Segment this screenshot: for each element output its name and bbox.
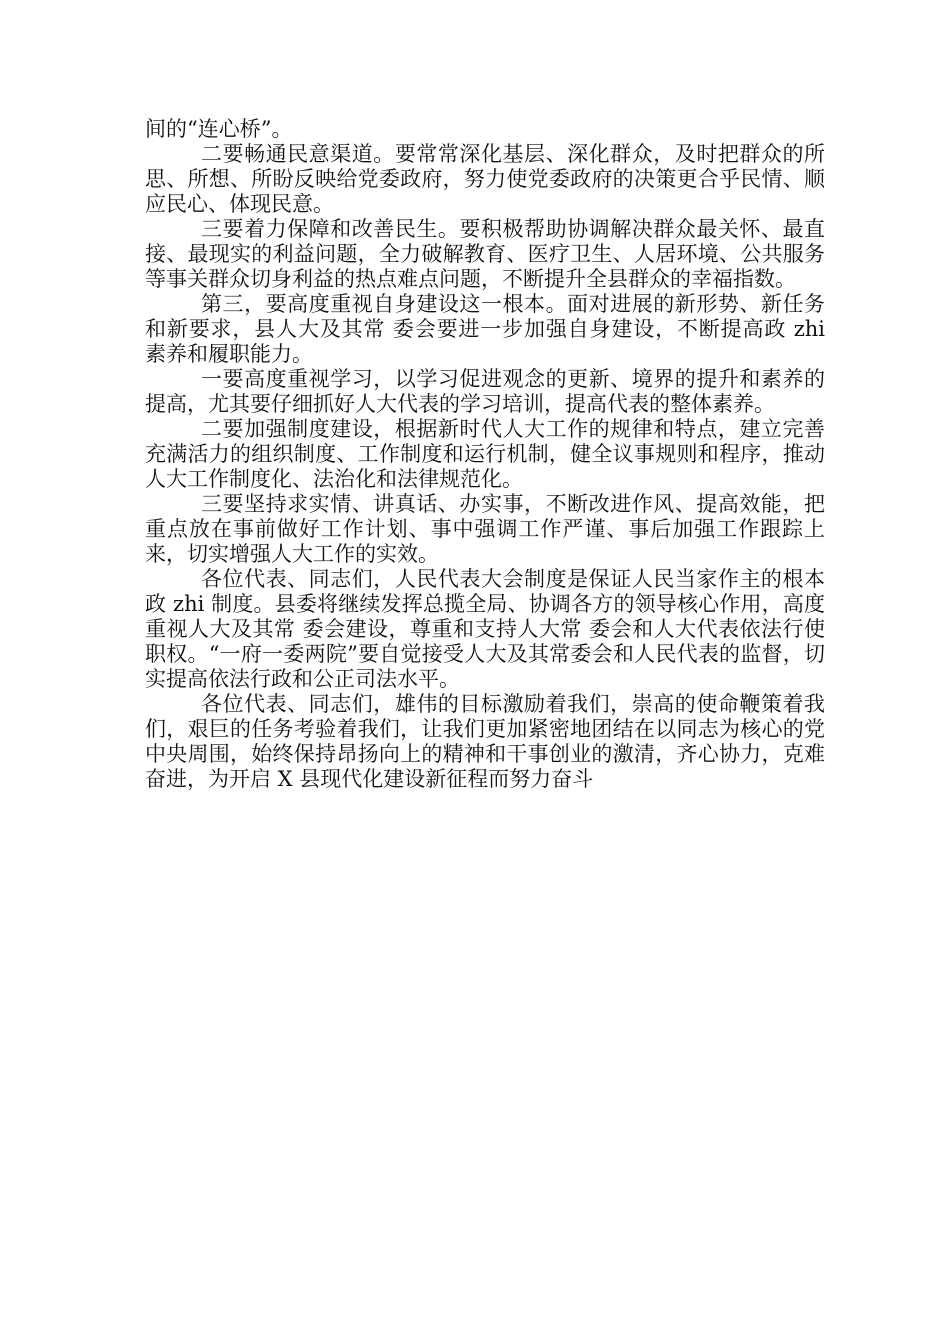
paragraph: 间的“连心桥”。 — [145, 117, 293, 141]
paragraph: 二要畅通民意渠道。要常常深化基层、深化群众，及时把群众的所思、所想、所盼反映给党委政府，努力使党委政府的决策更合乎民情、顺应民心、体现民意。 — [145, 142, 825, 216]
paragraph: 一要高度重视学习，以学习促进观念的更新、境界的提升和素养的提高，尤其要仔细抓好人大代表的学习培训，提高代表的整体素养。 — [145, 367, 825, 416]
paragraph: 各位代表、同志们，人民代表大会制度是保证人民当家作主的根本政 zhi 制度。县委将继续发挥总揽全局、协调各方的领导核心作用，高度重视人大及其常 委会建设，尊重和支持人大常 委会和人大代表依法行使职权。“一府一委两院”要自觉接受人大及其常委会和人民代表的监督，切实提高依法行政和公正司法水平。 — [145, 567, 825, 691]
paragraph: 二要加强制度建设，根据新时代人大工作的规律和特点，建立完善充满活力的组织制度、工作制度和运行机制，健全议事规则和程序，推动人大工作制度化、法治化和法律规范化。 — [145, 417, 825, 491]
paragraph: 第三，要高度重视自身建设这一根本。面对进展的新形势、新任务和新要求，县人大及其常 委会要进一步加强自身建设，不断提高政 zhi 素养和履职能力。 — [145, 292, 825, 366]
document-body — [145, 117, 825, 792]
paragraph: 三要着力保障和改善民生。要积极帮助协调解决群众最关怀、最直接、最现实的利益问题，全力破解教育、医疗卫生、人居环境、公共服务等事关群众切身利益的热点难点问题，不断提升全县群众的幸福指数。 — [145, 217, 825, 291]
paragraph: 三要坚持求实情、讲真话、办实事，不断改进作风、提高效能，把重点放在事前做好工作计划、事中强调工作严谨、事后加强工作跟踪上来，切实增强人大工作的实效。 — [145, 492, 825, 566]
paragraph: 各位代表、同志们，雄伟的目标激励着我们，崇高的使命鞭策着我们，艰巨的任务考验着我们，让我们更加紧密地团结在以同志为核心的党中央周围，始终保持昂扬向上的精神和干事创业的激清，齐心协力，克难奋进，为开启 X 县现代化建设新征程而努力奋斗 — [145, 692, 825, 791]
